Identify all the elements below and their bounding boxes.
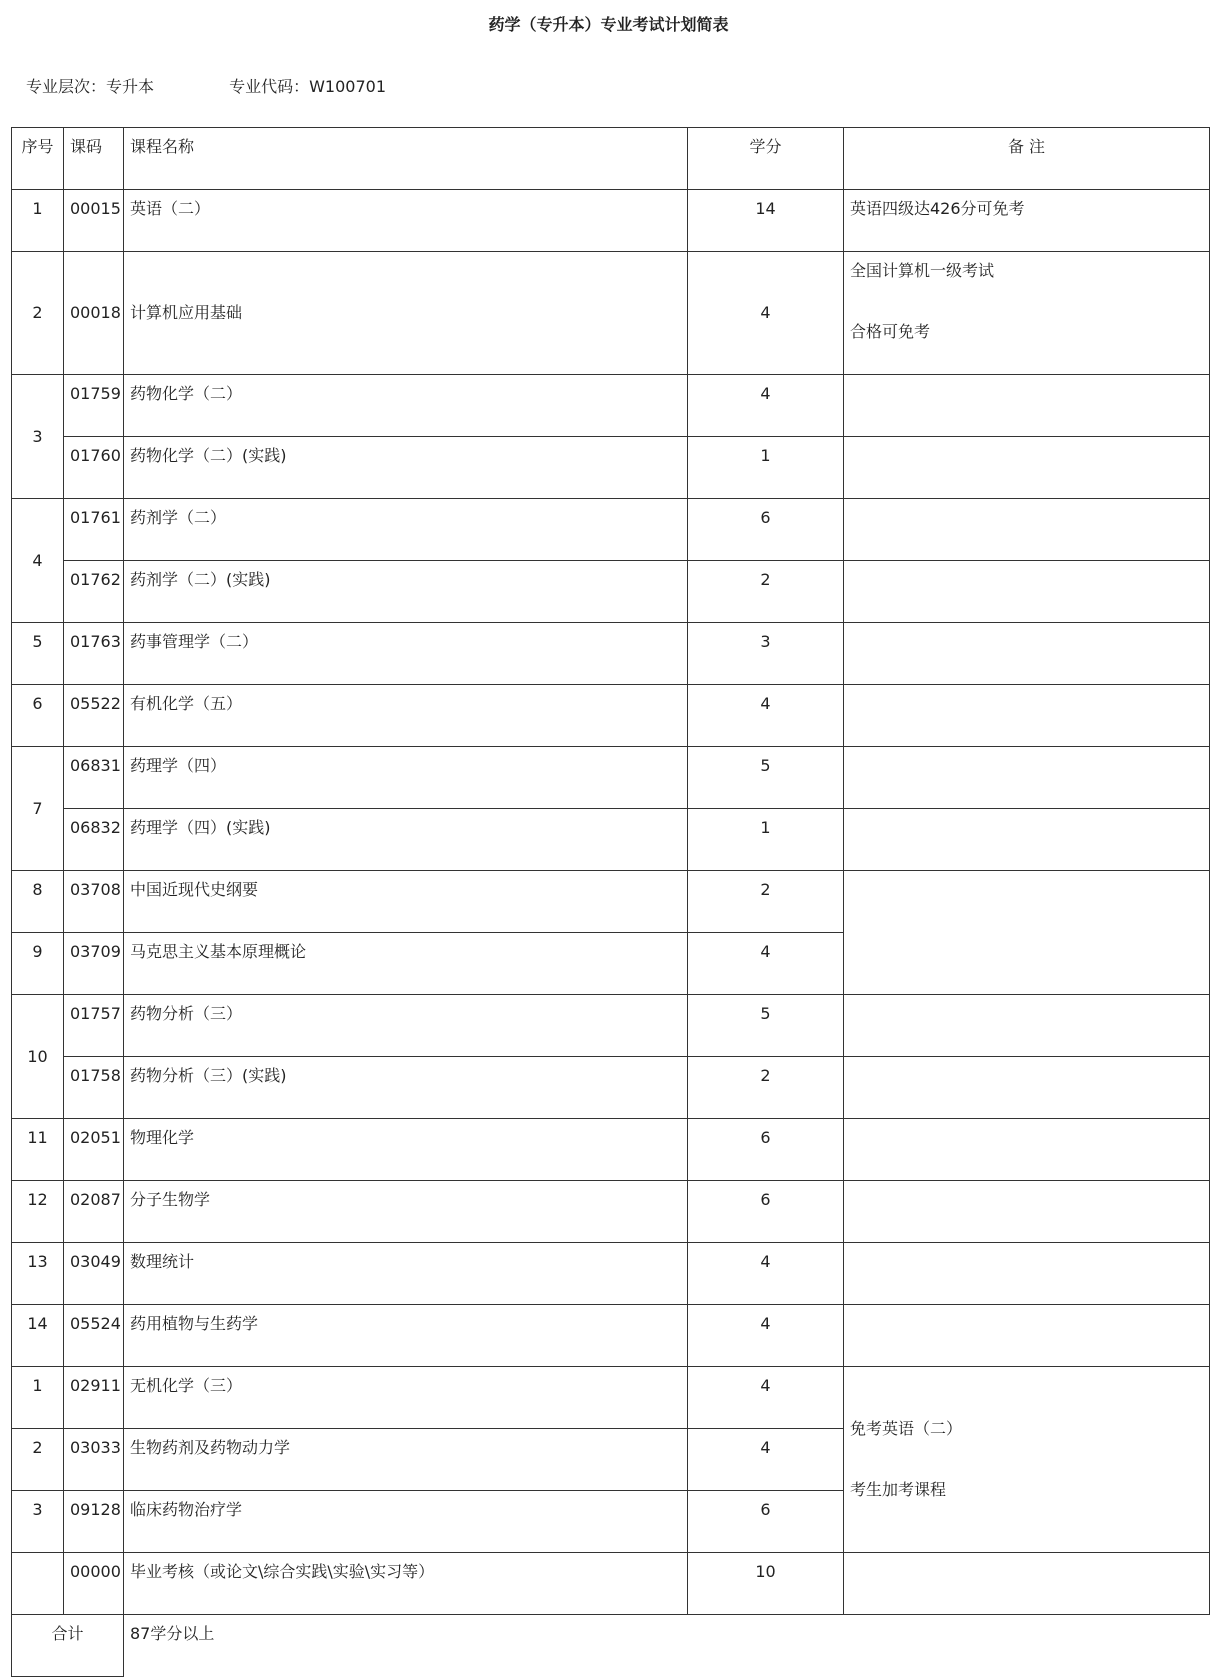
name-cell: 药理学（四） bbox=[124, 747, 688, 809]
name-cell: 药剂学（二） bbox=[124, 499, 688, 561]
name-cell: 毕业考核（或论文\综合实践\实验\实习等） bbox=[124, 1553, 688, 1615]
name-cell: 物理化学 bbox=[124, 1119, 688, 1181]
name-cell: 有机化学（五） bbox=[124, 685, 688, 747]
credit-cell: 5 bbox=[688, 747, 844, 809]
seq-cell: 12 bbox=[12, 1181, 64, 1243]
name-cell: 药用植物与生药学 bbox=[124, 1305, 688, 1367]
table-row bbox=[12, 1181, 1210, 1243]
name-cell: 英语（二） bbox=[124, 190, 688, 252]
note-line: 免考英语（二） bbox=[850, 1419, 963, 1438]
table-row bbox=[12, 995, 1210, 1057]
note-cell bbox=[844, 1553, 1210, 1615]
seq-cell: 2 bbox=[12, 1429, 64, 1491]
header-seq: 序号 bbox=[12, 128, 64, 190]
seq-cell: 8 bbox=[12, 871, 64, 933]
credit-cell: 6 bbox=[688, 1491, 844, 1553]
table-row bbox=[12, 1553, 1210, 1615]
seq-cell bbox=[12, 1553, 64, 1615]
code-cell: 05524 bbox=[64, 1305, 124, 1367]
seq-cell: 14 bbox=[12, 1305, 64, 1367]
table-row bbox=[12, 561, 1210, 623]
credit-cell: 4 bbox=[688, 1305, 844, 1367]
note-cell bbox=[844, 499, 1210, 561]
code-cell: 03709 bbox=[64, 933, 124, 995]
table-row bbox=[12, 809, 1210, 871]
code-cell: 02051 bbox=[64, 1119, 124, 1181]
credit-cell: 4 bbox=[688, 1367, 844, 1429]
table-row bbox=[12, 685, 1210, 747]
credit-cell: 4 bbox=[688, 685, 844, 747]
credit-cell: 4 bbox=[688, 1429, 844, 1491]
note-cell bbox=[844, 809, 1210, 871]
credit-cell: 4 bbox=[688, 375, 844, 437]
total-value: 87学分以上 bbox=[124, 1615, 1210, 1677]
name-cell: 计算机应用基础 bbox=[124, 252, 688, 375]
note-cell bbox=[844, 1057, 1210, 1119]
code-cell: 01758 bbox=[64, 1057, 124, 1119]
seq-cell: 6 bbox=[12, 685, 64, 747]
table-row bbox=[12, 871, 1210, 933]
note-cell bbox=[844, 1181, 1210, 1243]
seq-cell: 10 bbox=[12, 995, 64, 1119]
exam-plan-table bbox=[11, 127, 1210, 1677]
credit-cell: 10 bbox=[688, 1553, 844, 1615]
seq-cell: 1 bbox=[12, 190, 64, 252]
table-header-row bbox=[12, 128, 1210, 190]
credit-cell: 1 bbox=[688, 809, 844, 871]
credit-cell: 4 bbox=[688, 252, 844, 375]
meta-line bbox=[26, 74, 386, 97]
credit-cell: 4 bbox=[688, 1243, 844, 1305]
table-row bbox=[12, 1243, 1210, 1305]
code-cell: 03049 bbox=[64, 1243, 124, 1305]
name-cell: 马克思主义基本原理概论 bbox=[124, 933, 688, 995]
credit-cell: 6 bbox=[688, 1181, 844, 1243]
seq-cell: 9 bbox=[12, 933, 64, 995]
total-row bbox=[12, 1615, 1210, 1677]
code-cell: 02911 bbox=[64, 1367, 124, 1429]
note-cell bbox=[844, 1243, 1210, 1305]
seq-cell: 1 bbox=[12, 1367, 64, 1429]
table-row bbox=[12, 375, 1210, 437]
code-cell: 00018 bbox=[64, 252, 124, 375]
seq-cell: 11 bbox=[12, 1119, 64, 1181]
code-cell: 00015 bbox=[64, 190, 124, 252]
name-cell: 无机化学（三） bbox=[124, 1367, 688, 1429]
code-cell: 05522 bbox=[64, 685, 124, 747]
code-cell: 03033 bbox=[64, 1429, 124, 1491]
note-cell bbox=[844, 1305, 1210, 1367]
note-cell bbox=[844, 1367, 1210, 1553]
table-row bbox=[12, 1305, 1210, 1367]
table-row bbox=[12, 747, 1210, 809]
table-row bbox=[12, 1119, 1210, 1181]
credit-cell: 4 bbox=[688, 933, 844, 995]
table-row bbox=[12, 499, 1210, 561]
page-title: 药学（专升本）专业考试计划简表 bbox=[488, 15, 729, 34]
major-code: 专业代码：W100701 bbox=[229, 77, 387, 96]
code-cell: 01759 bbox=[64, 375, 124, 437]
header-code: 课码 bbox=[64, 128, 124, 190]
credit-cell: 2 bbox=[688, 871, 844, 933]
seq-cell: 3 bbox=[12, 1491, 64, 1553]
name-cell: 药物化学（二）(实践) bbox=[124, 437, 688, 499]
name-cell: 生物药剂及药物动力学 bbox=[124, 1429, 688, 1491]
note-cell bbox=[844, 1119, 1210, 1181]
code-cell: 01757 bbox=[64, 995, 124, 1057]
table-row bbox=[12, 623, 1210, 685]
header-credit: 学分 bbox=[688, 128, 844, 190]
seq-cell: 4 bbox=[12, 499, 64, 623]
table-row bbox=[12, 437, 1210, 499]
credit-cell: 2 bbox=[688, 1057, 844, 1119]
note-cell: 英语四级达426分可免考 bbox=[844, 190, 1210, 252]
note-line: 考生加考课程 bbox=[850, 1480, 947, 1499]
seq-cell: 5 bbox=[12, 623, 64, 685]
code-cell: 09128 bbox=[64, 1491, 124, 1553]
name-cell: 药事管理学（二） bbox=[124, 623, 688, 685]
note-cell bbox=[844, 871, 1210, 995]
code-cell: 02087 bbox=[64, 1181, 124, 1243]
credit-cell: 2 bbox=[688, 561, 844, 623]
credit-cell: 6 bbox=[688, 499, 844, 561]
credit-cell: 14 bbox=[688, 190, 844, 252]
note-cell bbox=[844, 623, 1210, 685]
table-row bbox=[12, 252, 1210, 375]
code-cell: 06831 bbox=[64, 747, 124, 809]
note-cell bbox=[844, 995, 1210, 1057]
code-cell: 01762 bbox=[64, 561, 124, 623]
seq-cell: 3 bbox=[12, 375, 64, 499]
name-cell: 药物分析（三）(实践) bbox=[124, 1057, 688, 1119]
name-cell: 药物分析（三） bbox=[124, 995, 688, 1057]
credit-cell: 5 bbox=[688, 995, 844, 1057]
code-cell: 06832 bbox=[64, 809, 124, 871]
code-cell: 01761 bbox=[64, 499, 124, 561]
code-cell: 00000 bbox=[64, 1553, 124, 1615]
note-line: 全国计算机一级考试 bbox=[850, 261, 995, 280]
table-row bbox=[12, 1057, 1210, 1119]
name-cell: 中国近现代史纲要 bbox=[124, 871, 688, 933]
code-cell: 01760 bbox=[64, 437, 124, 499]
seq-cell: 13 bbox=[12, 1243, 64, 1305]
table-row bbox=[12, 1367, 1210, 1429]
note-cell bbox=[844, 375, 1210, 437]
major-level: 专业层次：专升本 bbox=[26, 77, 155, 96]
name-cell: 临床药物治疗学 bbox=[124, 1491, 688, 1553]
credit-cell: 6 bbox=[688, 1119, 844, 1181]
header-note: 备 注 bbox=[844, 128, 1210, 190]
note-line: 合格可免考 bbox=[850, 322, 931, 341]
name-cell: 分子生物学 bbox=[124, 1181, 688, 1243]
table-row bbox=[12, 190, 1210, 252]
note-cell bbox=[844, 252, 1210, 375]
seq-cell: 7 bbox=[12, 747, 64, 871]
name-cell: 数理统计 bbox=[124, 1243, 688, 1305]
note-cell bbox=[844, 561, 1210, 623]
name-cell: 药剂学（二）(实践) bbox=[124, 561, 688, 623]
code-cell: 03708 bbox=[64, 871, 124, 933]
credit-cell: 3 bbox=[688, 623, 844, 685]
note-cell bbox=[844, 747, 1210, 809]
seq-cell: 2 bbox=[12, 252, 64, 375]
note-cell bbox=[844, 437, 1210, 499]
name-cell: 药理学（四）(实践) bbox=[124, 809, 688, 871]
name-cell: 药物化学（二） bbox=[124, 375, 688, 437]
code-cell: 01763 bbox=[64, 623, 124, 685]
credit-cell: 1 bbox=[688, 437, 844, 499]
total-label: 合计 bbox=[12, 1615, 124, 1677]
note-cell bbox=[844, 685, 1210, 747]
header-name: 课程名称 bbox=[124, 128, 688, 190]
